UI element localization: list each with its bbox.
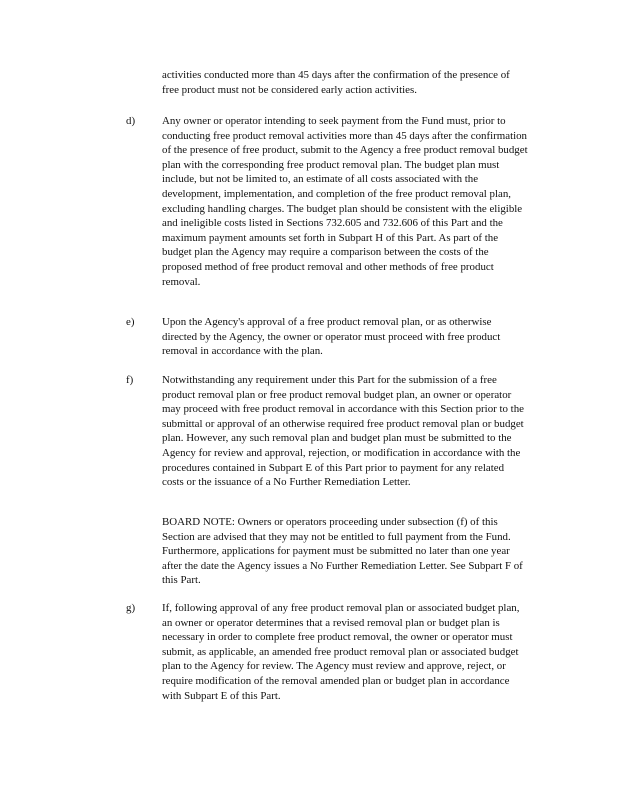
item-text-g: If, following approval of any free product removal plan or associated budget plan, an owner or operator determines that a revised removal plan or budget plan is necessary in order to complete free product removal, the owner or operator must submit, as applicable, an amended free product removal plan or associated budget plan to the Agency for review. The Agency must review and approve, reject, or require modification of the removal amended plan or budget plan in accordance with Subpart E of this Part. [162,602,520,702]
item-text-e: Upon the Agency's approval of a free product removal plan, or as otherwise directed by the Agency, the owner or operator must proceed with free product removal in accordance with the plan. [162,316,501,358]
item-label-g: g) [126,602,136,614]
item-label-e: e) [126,316,135,328]
continuation-paragraph: activities conducted more than 45 days after the confirmation of the presence of free product must not be considered early action activities. [162,69,510,96]
item-text-f: Notwithstanding any requirement under this Part for the submission of a free product removal plan or free product removal budget plan, an owner or operator may proceed with free product removal in accordance with this Section prior to the submittal or approval of an otherwise required free product removal plan or budget plan. However, any such removal plan and budget plan must be submitted to the Agency for review and approval, rejection, or modification in accordance with the procedures contained in Subpart E of this Part prior to payment for any related costs or the issuance of a No Further Remediation Letter. [162,374,524,489]
item-label-f: f) [126,374,134,386]
item-label-d: d) [126,115,136,127]
item-text-d: Any owner or operator intending to seek payment from the Fund must, prior to conducting free product removal activities more than 45 days after the confirmation of the presence of free product, submit to the Agency a free product removal budget plan with the corresponding free product removal plan. The budget plan must include, but not be limited to, an estimate of all costs associated with the development, implementation, and completion of the free product removal plan, excluding handling charges. The budget plan should be consistent with the eligible and ineligible costs listed in Sections 732.605 and 732.606 of this Part and the maximum payment amounts set forth in Subpart H of this Part. As part of the budget plan the Agency may require a comparison between the costs of the proposed method of free product removal and other methods of free product removal. [162,115,528,288]
board-note: BOARD NOTE: Owners or operators proceeding under subsection (f) of this Section are advised that they may not be entitled to full payment from the Fund. Furthermore, applications for payment must be submitted no later than one year after the date the Agency issues a No Further Remediation Letter. See Subpart F of this Part. [162,516,523,587]
